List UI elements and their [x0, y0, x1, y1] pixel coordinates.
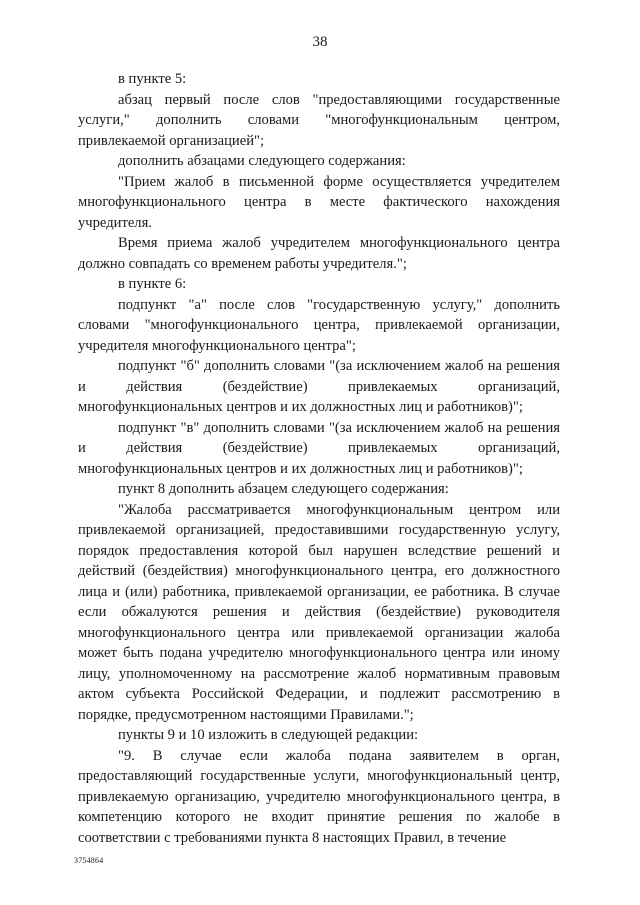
paragraph: подпункт "в" дополнить словами "(за исключением жалоб на решения и действия (бездействие) привлекаемых организаций, многофункциональных центров и их должностных лиц и работников)";	[78, 419, 560, 477]
paragraph: "Жалоба рассматривается многофункциональным центром или привлекаемой организацией, предоставившими государственную услугу, порядок предоставления которой был нарушен вследствие решений и действий (бездействия) многофункционального центра, его должностного лица и (или) работника, привлекаемой организации, ее работника. В случае если обжалуются решения и действия (бездействие) руководителя многофункционального центра или привлекаемой организации жалоба может быть подана учредителю многофункционального центра или иному лицу, уполномоченному на рассмотрение жалоб нормативным правовым актом субъекта Российской Федерации, и подлежит рассмотрению в порядке, предусмотренном настоящими Правилами.";	[78, 501, 560, 723]
paragraph: "Прием жалоб в письменной форме осуществляется учредителем многофункционального центра в месте фактического нахождения учредителя.	[78, 173, 560, 231]
paragraph: подпункт "а" после слов "государственную услугу," дополнить словами "многофункционального центра, привлекаемой организации, учредителя многофункционального центра";	[78, 296, 560, 354]
paragraph: в пункте 6:	[118, 276, 187, 292]
paragraph: "9. В случае если жалоба подана заявителем в орган, предоставляющий государственные услуги, многофункциональный центр, привлекаемую организацию, учредителю многофункционального центра, в компетенцию которого не входит принятие решения по жалобе в соответствии с требованиями пункта 8 настоящих Правил, в течение	[78, 747, 560, 846]
paragraph: Время приема жалоб учредителем многофункционального центра должно совпадать со временем работы учредителя.";	[78, 235, 560, 272]
paragraph: дополнить абзацами следующего содержания:	[118, 153, 406, 169]
paragraph: в пункте 5:	[118, 71, 187, 87]
document-body	[78, 69, 560, 848]
document-code: 3754864	[74, 856, 104, 865]
page-number: 38	[312, 34, 328, 50]
paragraph: пункт 8 дополнить абзацем следующего содержания:	[118, 481, 449, 497]
paragraph: абзац первый после слов "предоставляющими государственные услуги," дополнить словами "многофункциональным центром, привлекаемой организацией";	[78, 91, 560, 149]
paragraph: пункты 9 и 10 изложить в следующей редакции:	[118, 727, 419, 743]
paragraph: подпункт "б" дополнить словами "(за исключением жалоб на решения и действия (бездействие) привлекаемых организаций, многофункциональных центров и их должностных лиц и работников)";	[78, 358, 560, 415]
